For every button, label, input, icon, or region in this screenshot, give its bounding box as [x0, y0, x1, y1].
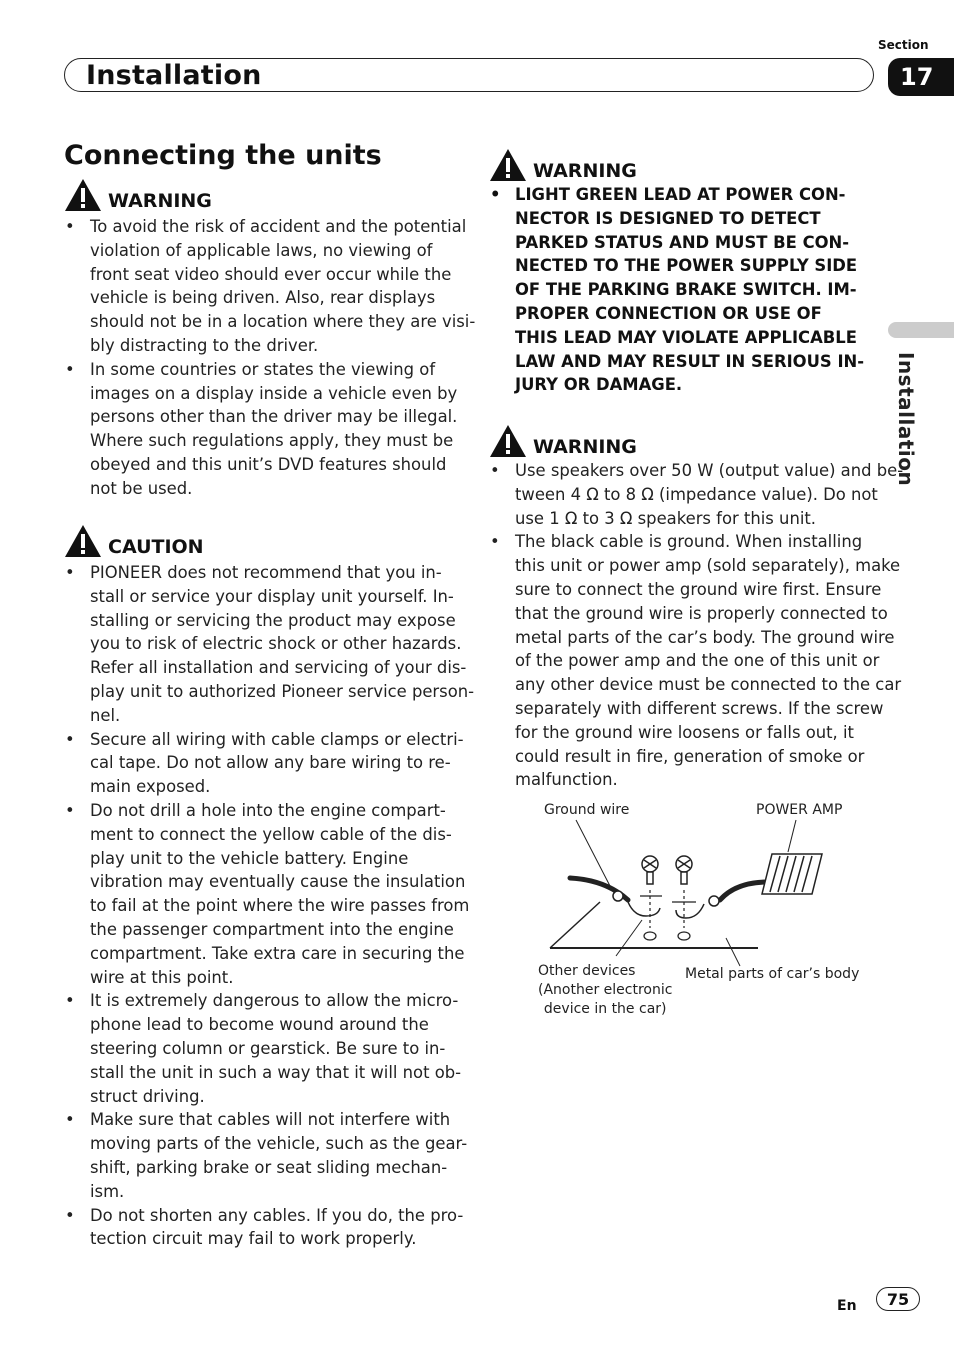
bullet-item [489, 459, 904, 530]
other-devices-line: device in the car) [543, 1001, 667, 1017]
bullet-line: PROPER CONNECTION OR USE OF [515, 303, 822, 323]
caution-block [64, 524, 475, 1251]
bullet-line: Where such regulations apply, they must be [90, 431, 454, 451]
bullet-item [64, 728, 464, 799]
bullet-line: the passenger compartment into the engine [90, 919, 454, 939]
caution-heading [64, 524, 464, 558]
bullet-item [489, 183, 889, 397]
bullet-line: not be used. [90, 478, 193, 498]
bullet-line: PARKED STATUS AND MUST BE CON- [515, 232, 850, 252]
bullet-line: OF THE PARKING BRAKE SWITCH. IM- [515, 280, 857, 300]
bullet-line: use 1 Ω to 3 Ω speakers for this unit. [515, 508, 817, 528]
bullet-line: violation of applicable laws, no viewing of [90, 240, 433, 260]
bullet-line: struct driving. [90, 1086, 205, 1106]
bullet-line: stall or service your display unit yourself. In- [90, 586, 454, 606]
ground-wire-label: Ground wire [544, 802, 630, 818]
bullet-line: shift, parking brake or seat sliding mechan- [90, 1157, 448, 1177]
warning-heading-text: WARNING [108, 190, 212, 212]
right-warning-block-1 [489, 148, 889, 397]
ground-wire-diagram [536, 798, 866, 1028]
power-amp-label: POWER AMP [756, 802, 843, 818]
warning-heading [489, 148, 889, 182]
section-number-badge [888, 58, 954, 96]
page-number [876, 1287, 920, 1311]
bullet-line: cal tape. Do not allow any bare wiring to re- [90, 753, 451, 773]
bullet-line: malfunction. [515, 770, 618, 790]
other-devices-label [538, 962, 672, 1019]
bullet-line: this unit or power amp (sold separately), make [515, 556, 901, 576]
bullet-item [64, 989, 464, 1108]
warning-heading-text: WARNING [533, 160, 637, 182]
bullet-line: main exposed. [90, 777, 211, 797]
bullet-line: Refer all installation and servicing of your dis- [90, 658, 467, 678]
bullet-item [64, 215, 476, 358]
section-label: Section [878, 38, 929, 52]
right-warning-1-list [489, 183, 889, 397]
bullet-item [64, 1108, 468, 1203]
bullet-line: of the power amp and the one of this unit or [515, 651, 880, 671]
bullet-line: persons other than the driver may be illegal. [90, 407, 458, 427]
bullet-line: THIS LEAD MAY VIOLATE APPLICABLE [515, 327, 857, 347]
bullet-line: NECTOR IS DESIGNED TO DETECT [515, 208, 821, 228]
bullet-line: metal parts of the car’s body. The ground wire [515, 627, 895, 647]
right-warning-block-2 [489, 424, 904, 792]
left-warning-block [64, 178, 476, 501]
header-title: Installation [86, 60, 262, 91]
bullet-line: stall the unit in such a way that it will not ob- [90, 1062, 462, 1082]
caution-triangle-icon [64, 524, 102, 558]
bullet-line: wire at this point. [90, 967, 234, 987]
caution-heading-text: CAUTION [108, 536, 204, 558]
warning-triangle-icon [64, 178, 102, 212]
bullet-item [64, 1204, 464, 1252]
bullet-line: • Do not drill a hole into the engine compart- [90, 800, 446, 820]
bullet-line: to fail at the point where the wire passes from [90, 896, 470, 916]
bullet-line: stalling or servicing the product may expose [90, 610, 456, 630]
bullet-line: vibration may eventually cause the insulation [90, 872, 466, 892]
bullet-line: • Secure all wiring with cable clamps or electri- [90, 729, 464, 749]
bullet-line: • LIGHT GREEN LEAD AT POWER CON- [515, 185, 846, 204]
bullet-line: • To avoid the risk of accident and the potential [90, 217, 467, 236]
bullet-line: • Use speakers over 50 W (output value) and be- [515, 461, 904, 480]
bullet-line: • Make sure that cables will not interfere with [90, 1110, 451, 1130]
bullet-line: bly distracting to the driver. [90, 335, 319, 355]
bullet-line: ism. [90, 1181, 125, 1201]
bullet-item [64, 799, 470, 989]
language-code: En [837, 1298, 857, 1314]
bullet-item [64, 561, 475, 728]
warning-heading-text: WARNING [533, 436, 637, 458]
left-warning-list [64, 215, 476, 501]
bullet-line: for the ground wire loosens or falls out, it [515, 722, 854, 742]
right-warning-2-list [489, 459, 904, 792]
bullet-item [64, 358, 464, 501]
metal-parts-label: Metal parts of car’s body [685, 966, 860, 982]
bullet-line: nel. [90, 705, 121, 725]
bullet-line: NECTED TO THE POWER SUPPLY SIDE [515, 256, 858, 276]
bullet-item [489, 530, 902, 792]
page-number-text: 75 [886, 1289, 910, 1309]
bullet-line: • It is extremely dangerous to allow the micro- [90, 991, 459, 1011]
bullet-line: you to risk of electric shock or other hazards. [90, 634, 462, 654]
warning-heading [489, 424, 889, 458]
bullet-line: separately with different screws. If the screw [515, 698, 884, 718]
bullet-line: • In some countries or states the viewing of [90, 359, 436, 379]
page-title: Connecting the units [64, 140, 382, 171]
bullet-line: images on a display inside a vehicle even by [90, 383, 458, 403]
bullet-line: LAW AND MAY RESULT IN SERIOUS IN- [515, 351, 865, 371]
other-devices-line: Other devices [538, 963, 636, 979]
bullet-line: phone lead to become wound around the [90, 1015, 429, 1035]
bullet-line: • Do not shorten any cables. If you do, the pro- [90, 1205, 464, 1225]
bullet-line: play unit to authorized Pioneer service person- [90, 681, 475, 701]
other-devices-line: (Another electronic [538, 982, 673, 998]
warning-heading [64, 178, 464, 212]
bullet-line: any other device must be connected to the car [515, 675, 902, 695]
bullet-line: JURY OR DAMAGE. [515, 375, 683, 395]
warning-triangle-icon [489, 424, 527, 458]
bullet-line: that the ground wire is properly connected to [515, 603, 888, 623]
bullet-line: ment to connect the yellow cable of the dis- [90, 824, 452, 844]
warning-triangle-icon [489, 148, 527, 182]
bullet-line: front seat video should ever occur while the [90, 264, 452, 284]
bullet-line: moving parts of the vehicle, such as the gear- [90, 1134, 468, 1154]
side-tab-label: Installation [894, 352, 918, 487]
bullet-line: should not be in a location where they are visi- [90, 312, 476, 332]
bullet-line: sure to connect the ground wire first. Ensure [515, 579, 882, 599]
bullet-line: • The black cable is ground. When installing [515, 532, 863, 552]
section-number: 17 [900, 63, 934, 91]
bullet-line: • PIONEER does not recommend that you in- [90, 563, 442, 582]
bullet-line: vehicle is being driven. Also, rear displays [90, 288, 436, 308]
bullet-line: tween 4 Ω to 8 Ω (impedance value). Do not [515, 484, 878, 504]
bullet-line: compartment. Take extra care in securing the [90, 943, 465, 963]
bullet-line: play unit to the vehicle battery. Engine [90, 848, 409, 868]
side-tab-marker [888, 322, 954, 338]
bullet-line: could result in fire, generation of smoke or [515, 746, 865, 766]
bullet-line: steering column or gearstick. Be sure to in- [90, 1038, 446, 1058]
caution-list [64, 561, 475, 1251]
bullet-line: tection circuit may fail to work properly. [90, 1229, 417, 1249]
bullet-line: obeyed and this unit’s DVD features should [90, 454, 447, 474]
